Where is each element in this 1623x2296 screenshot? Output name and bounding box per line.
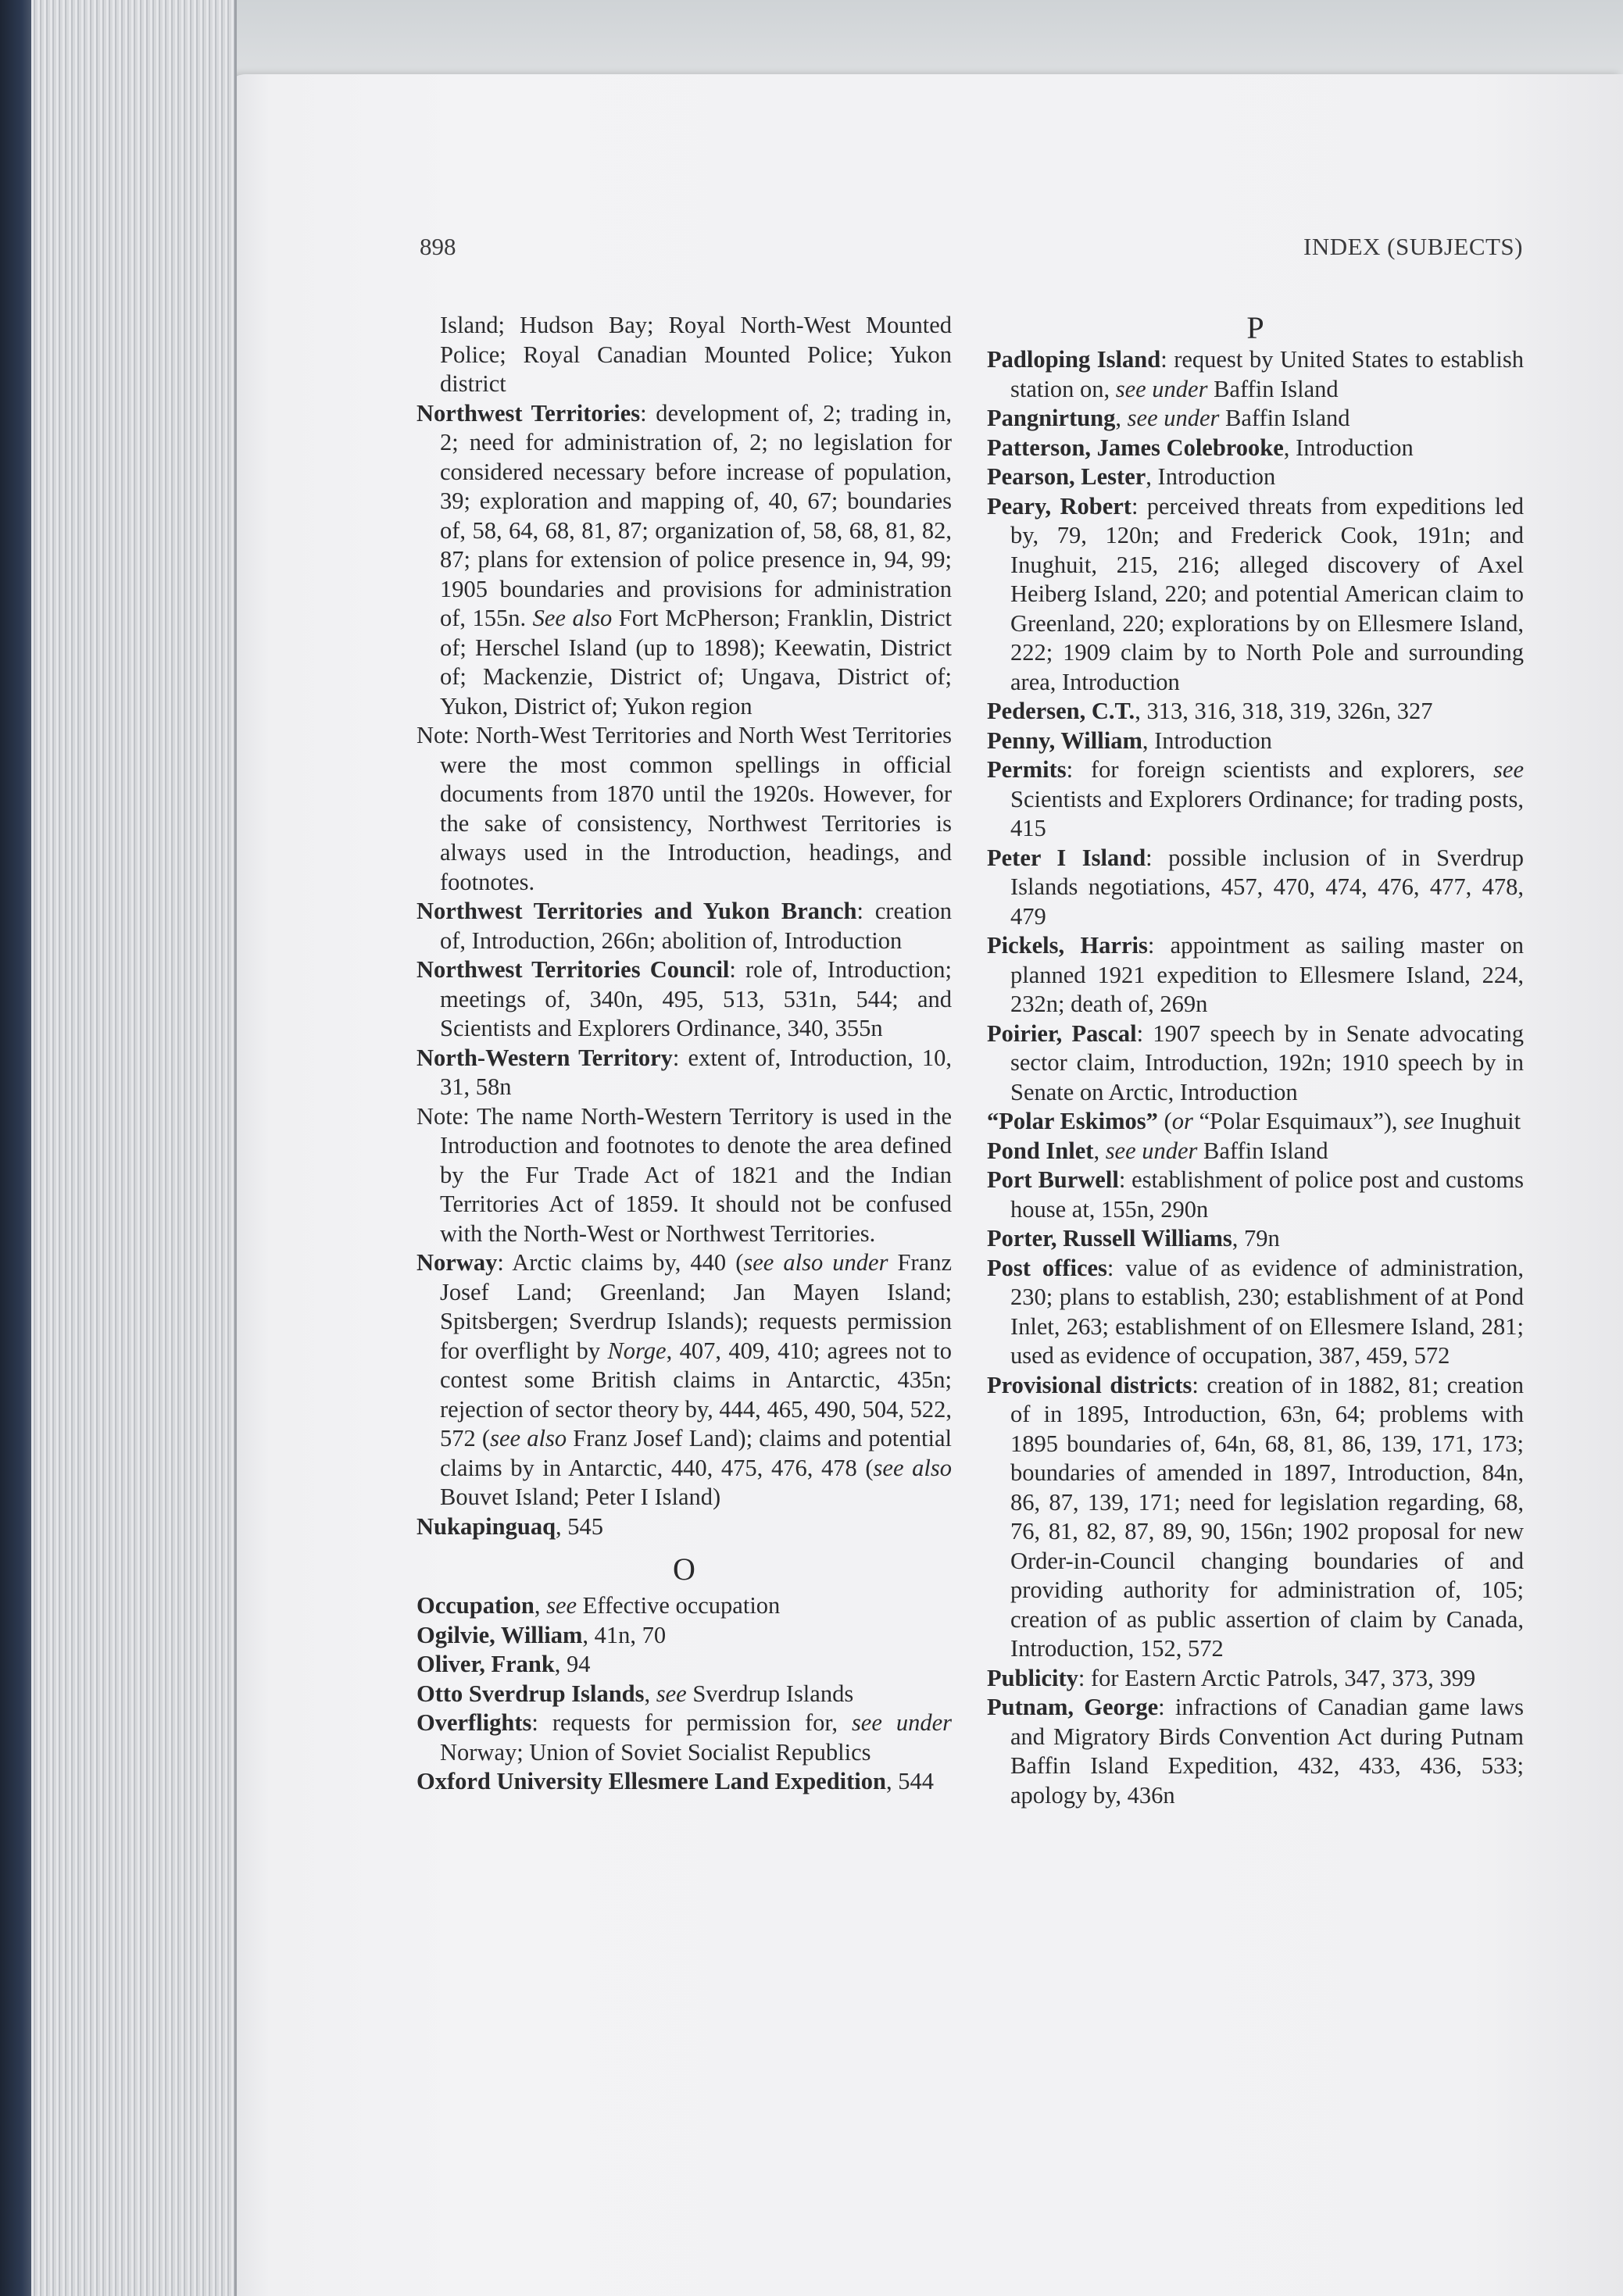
index-entry: Occupation, see Effective occupation <box>416 1592 781 1619</box>
index-entry: Nukapinguaq, 545 <box>416 1512 604 1540</box>
index-entry-continuation: Island; Hudson Bay; Royal North-West Mounted Police; Royal Canadian Mounted Police; Yukon district <box>440 312 952 397</box>
page-edges <box>0 0 237 2296</box>
cross-reference: see also <box>490 1425 567 1452</box>
entry-heading: Oxford University Ellesmere Land Expedition <box>416 1768 886 1794</box>
entry-heading: Pond Inlet <box>987 1137 1094 1164</box>
entry-heading: Port Burwell <box>987 1166 1119 1193</box>
entry-heading: Ogilvie, William <box>416 1621 583 1648</box>
index-entry: Pangnirtung, see under Baffin Island <box>987 405 1350 431</box>
cross-reference: see also <box>873 1454 952 1481</box>
cross-reference: see under <box>1127 405 1220 431</box>
index-note: Note: North-West Territories and North West Territories were the most common spellings in official documents from 1870 until the 1920s. However, for the sake of consistency, Northwest Territories is always used in the Introduction, headings, and footnotes. <box>416 722 952 895</box>
index-entry: Oxford University Ellesmere Land Expedition, 544 <box>416 1768 934 1794</box>
entry-heading: Provisional districts <box>987 1371 1192 1398</box>
cross-reference: See also <box>532 605 613 631</box>
index-entry: Padloping Island: request by United States to establish station on, see under Baffin Island <box>987 346 1525 402</box>
entry-heading: Northwest Territories <box>416 399 641 427</box>
index-entry: Norway: Arctic claims by, 440 (see also under Franz Josef Land; Greenland; Jan Mayen Island; Spitsbergen; Sverdrup Islands); requests permission for overflight by Norge, 407, 409, 410; agrees not to contest some British claims in Antarctic, 435n; rejection of sector theory by, 444, 465, 490, 504, 522, 572 (see also Franz Josef Land); claims and potential claims by in Antarctic, 440, 475, 476, 478 (see also Bouvet Island; Peter I Island) <box>416 1249 952 1510</box>
entry-heading: Northwest Territories and Yukon Branch <box>416 898 857 924</box>
entry-heading: Pickels, Harris <box>987 932 1148 959</box>
cross-reference: see <box>1493 756 1524 783</box>
index-entry: “Polar Eskimos” (or “Polar Esquimaux”), see Inughuit <box>987 1108 1521 1134</box>
index-entry: Pearson, Lester, Introduction <box>987 463 1276 490</box>
index-entry: Peter I Island: possible inclusion of in Sverdrup Islands negotiations, 457, 470, 474, 476, 477, 478, 479 <box>987 844 1524 930</box>
entry-heading: Norway <box>416 1249 498 1276</box>
index-entry: Pedersen, C.T., 313, 316, 318, 319, 326n, 327 <box>987 698 1433 724</box>
entry-heading: Peter I Island <box>987 844 1146 871</box>
index-entry: Permits: for foreign scientists and explorers, see Scientists and Explorers Ordinance; for trading posts, 415 <box>987 756 1524 841</box>
index-entry: Porter, Russell Williams, 79n <box>987 1225 1280 1252</box>
cross-reference: see under <box>851 1709 952 1736</box>
index-entry: Penny, William, Introduction <box>987 727 1272 754</box>
cross-reference: or <box>1171 1108 1193 1134</box>
cross-reference: see also under <box>743 1249 888 1276</box>
index-entry: Port Burwell: establishment of police post and customs house at, 155n, 290n <box>987 1166 1525 1223</box>
cross-reference: see <box>656 1680 687 1707</box>
entry-heading: Oliver, Frank <box>416 1651 555 1677</box>
entry-heading: Penny, William <box>987 727 1142 754</box>
index-entry: Ogilvie, William, 41n, 70 <box>416 1621 667 1648</box>
index-entry: Otto Sverdrup Islands, see Sverdrup Islands <box>416 1680 854 1707</box>
entry-heading: Peary, Robert <box>987 492 1131 520</box>
index-entry: Putnam, George: infractions of Canadian game laws and Migratory Birds Convention Act during Putnam Baffin Island Expedition, 432, 433, 436, 533; apology by, 436n <box>987 1694 1524 1809</box>
entry-heading: Overflights <box>416 1709 532 1736</box>
entry-heading: Northwest Territories Council <box>416 956 730 983</box>
entry-heading: North-Western Territory <box>416 1044 673 1071</box>
index-entry: Pond Inlet, see under Baffin Island <box>987 1137 1328 1164</box>
entry-heading: Putnam, George <box>987 1694 1159 1720</box>
entry-heading: Padloping Island <box>987 346 1161 373</box>
index-entry: Overflights: requests for permission for, see under Norway; Union of Soviet Socialist Republics <box>416 1709 952 1766</box>
entry-heading: Post offices <box>987 1254 1107 1281</box>
entry-heading: Pedersen, C.T. <box>987 698 1135 724</box>
cross-reference: Norge <box>607 1337 667 1364</box>
section-letter: O <box>673 1551 695 1587</box>
entry-heading: Permits <box>987 756 1067 783</box>
index-column-left <box>416 311 952 1797</box>
section-letter: P <box>1246 310 1264 345</box>
index-entry: Poirier, Pascal: 1907 speech by in Senate advocating sector claim, Introduction, 192n; 1910 speech by in Senate on Arctic, Introduction <box>987 1019 1524 1105</box>
index-entry: Northwest Territories: development of, 2; trading in, 2; need for administration of, 2; no legislation for considered necessary before increase of population, 39; exploration and mapping of, 40, 67; boundaries of, 58, 64, 68, 81, 87; organization of, 58, 68, 81, 82, 87; plans for extension of police presence in, 94, 99; 1905 boundaries and provisions for administration of, 155n. See also Fort McPherson; Franklin, District of; Herschel Island (up to 1898); Keewatin, District of; Mackenzie, District of; Ungava, District of; Yukon, District of; Yukon region <box>416 399 952 720</box>
entry-heading: Occupation <box>416 1592 534 1619</box>
index-entry: Provisional districts: creation of in 1882, 81; creation of in 1895, Introduction, 63n, 64; problems with 1895 boundaries of, 64n, 68, 81, 86, 139, 171, 173; boundaries of amended in 1897, Introduction, 84n, 86, 87, 139, 171; need for legislation regarding, 68, 76, 81, 82, 87, 89, 90, 156n; 1902 proposal for new Order-in-Council changing boundaries of and providing authority for administration of, 105; creation of as public assertion of claim by Canada, Introduction, 152, 572 <box>987 1371 1524 1662</box>
index-entry: Oliver, Frank, 94 <box>416 1651 591 1677</box>
entry-heading: Poirier, Pascal <box>987 1019 1137 1047</box>
index-column-right <box>987 311 1524 1810</box>
entry-heading: Pearson, Lester <box>987 463 1146 490</box>
index-entry: Post offices: value of as evidence of administration, 230; plans to establish, 230; establishment of at Pond Inlet, 263; establishment of on Ellesmere Island, 281; used as evidence of occupation, 387, 459, 572 <box>987 1254 1525 1369</box>
running-title: INDEX (SUBJECTS) <box>1303 233 1523 260</box>
entry-heading: Pangnirtung <box>987 405 1116 431</box>
index-entry: Northwest Territories Council: role of, Introduction; meetings of, 340n, 495, 513, 531n, 544; and Scientists and Explorers Ordinance, 340, 355n <box>416 956 952 1041</box>
cross-reference: see <box>1403 1108 1435 1134</box>
page-number: 898 <box>420 233 456 260</box>
index-note: Note: The name North-Western Territory is used in the Introduction and footnotes to denote the area defined by the Fur Trade Act of 1821 and the Indian Territories Act of 1859. It should not be confused with the North-West or Northwest Territories. <box>416 1102 952 1247</box>
book-cover <box>0 0 31 2296</box>
entry-heading: “Polar Eskimos” <box>987 1108 1158 1134</box>
cross-reference: see under <box>1115 375 1208 402</box>
entry-heading: Publicity <box>987 1664 1078 1691</box>
entry-heading: Patterson, James Colebrooke <box>987 434 1284 461</box>
entry-heading: Otto Sverdrup Islands <box>416 1680 645 1707</box>
index-entry: North-Western Territory: extent of, Introduction, 10, 31, 58n <box>416 1044 952 1100</box>
index-entry: Peary, Robert: perceived threats from expeditions led by, 79, 120n; and Frederick Cook, 191n; and Inughuit, 215, 216; alleged discovery of Axel Heiberg Island, 220; and potential American claim to Greenland, 220; explorations by on Ellesmere Island, 222; 1909 claim by to North Pole and surrounding area, Introduction <box>987 492 1524 695</box>
index-entry: Patterson, James Colebrooke, Introduction <box>987 434 1414 461</box>
entry-heading: Nukapinguaq <box>416 1512 556 1540</box>
index-entry: Pickels, Harris: appointment as sailing master on planned 1921 expedition to Ellesmere Island, 224, 232n; death of, 269n <box>987 932 1524 1017</box>
index-entry: Northwest Territories and Yukon Branch: creation of, Introduction, 266n; abolition of, Introduction <box>416 898 952 954</box>
entry-heading: Porter, Russell Williams <box>987 1225 1232 1252</box>
cross-reference: see <box>546 1592 577 1619</box>
cross-reference: see under <box>1105 1137 1198 1164</box>
index-entry: Publicity: for Eastern Arctic Patrols, 347, 373, 399 <box>987 1664 1476 1691</box>
